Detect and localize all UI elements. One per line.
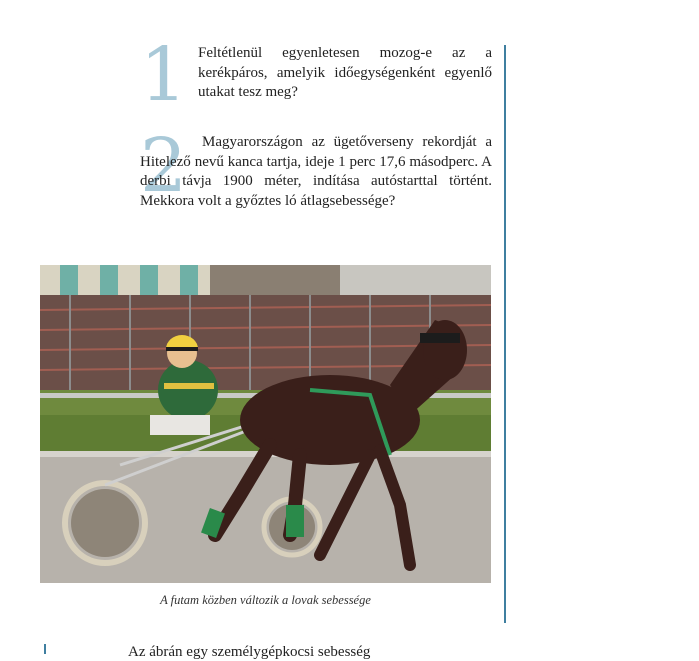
margin-rule-left: [44, 644, 46, 654]
exercise-text: Magyarországon az ügetőverseny rekordját a Hitelező nevű kanca tartja, ideje 1 perc 17,6 másodperc. A derbi távja 1900 méter, indítása autóstarttal történt. Mekkora volt a győztes ló átlagsebessége?: [140, 134, 492, 209]
exercise-text: Feltétlenül egyenletesen mozog-e az a kerékpáros, amelyik időegységenként egyenlő utakat tesz meg?: [198, 45, 492, 100]
harness-racing-photo: [40, 265, 491, 583]
exercise-number: 1: [140, 32, 188, 118]
exercise-number: 2: [140, 123, 188, 209]
next-exercise-text: Az ábrán egy személygépkocsi sebesség: [128, 644, 371, 660]
margin-rule-right: [504, 45, 506, 623]
exercise-1: [140, 32, 492, 118]
photo-caption: A futam közben változik a lovak sebessége: [160, 593, 371, 607]
exercise-2: [140, 123, 492, 243]
